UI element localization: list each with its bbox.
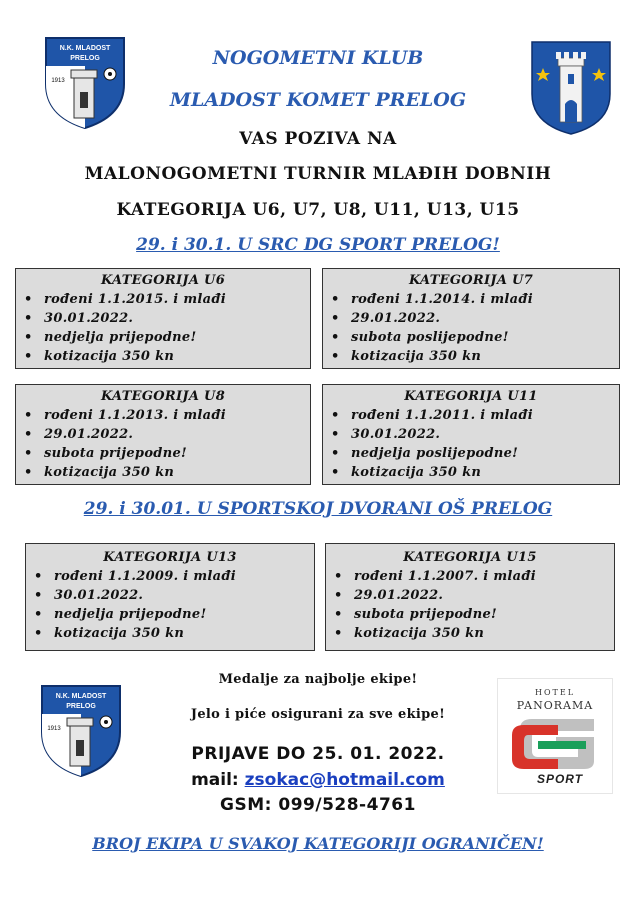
list-item: • rođeni 1.1.2015. i mlađi (44, 290, 310, 309)
list-item: • 29.01.2022. (351, 309, 619, 328)
club-name-line2: MLADOST KOMET PRELOG (169, 89, 467, 111)
logo-year: 1913 (51, 78, 65, 84)
club-name-line1: NOGOMETNI KLUB (212, 47, 424, 69)
mail-label: mail: (191, 770, 239, 790)
list-item: • 29.01.2022. (44, 425, 310, 444)
venue-heading-2: 29. i 30.01. U SPORTSKOJ DVORANI OŠ PRELOG (83, 499, 553, 519)
team-limit-notice: BROJ EKIPA U SVAKOJ KATEGORIJI OGRANIČEN! (92, 834, 544, 853)
list-item: • rođeni 1.1.2014. i mlađi (351, 290, 619, 309)
list-item: • kotizacija 350 kn (44, 463, 310, 482)
list-item: • kotizacija 350 kn (351, 463, 619, 482)
category-box-u13 (25, 543, 315, 651)
tournament-title-line1: MALONOGOMETNI TURNIR MLAĐIH DOBNIH (84, 164, 552, 184)
list-item: • subota poslijepodne! (351, 328, 619, 347)
category-box-u15 (325, 543, 615, 651)
list-item: • kotizacija 350 kn (54, 624, 314, 643)
category-title: KATEGORIJA U6 (100, 273, 226, 288)
sponsor-hotel: HOTEL (534, 688, 576, 697)
list-item: • kotizacija 350 kn (351, 347, 619, 366)
food-note: Jelo i piće osigurani za sve ekipe! (190, 707, 446, 722)
list-item: • subota prijepodne! (44, 444, 310, 463)
category-box-u7 (322, 268, 620, 369)
sponsor-sport: SPORT (536, 772, 584, 786)
list-item: • 29.01.2022. (354, 586, 614, 605)
mail-line (0, 770, 636, 790)
category-title: KATEGORIJA U15 (403, 550, 537, 565)
list-item: • nedjelja poslijepodne! (351, 444, 619, 463)
registration-deadline: PRIJAVE DO 25. 01. 2022. (191, 744, 445, 764)
list-item: • kotizacija 350 kn (354, 624, 614, 643)
category-title: KATEGORIJA U13 (103, 550, 237, 565)
list-item: • nedjelja prijepodne! (44, 328, 310, 347)
list-item: • rođeni 1.1.2011. i mlađi (351, 406, 619, 425)
email-link[interactable]: zsokac@hotmail.com (244, 770, 445, 790)
logo-text-top: N.K. MLADOST (55, 693, 107, 700)
phone-number: GSM: 099/528-4761 (220, 795, 416, 815)
list-item: • 30.01.2022. (351, 425, 619, 444)
list-item: • subota prijepodne! (354, 605, 614, 624)
logo-text-top: N.K. MLADOST (59, 45, 111, 52)
category-box-u6 (15, 268, 311, 369)
list-item: • rođeni 1.1.2009. i mlađi (54, 567, 314, 586)
logo-text-mid: PRELOG (66, 703, 96, 710)
list-item: • rođeni 1.1.2013. i mlađi (44, 406, 310, 425)
list-item: • 30.01.2022. (54, 586, 314, 605)
list-item: • rođeni 1.1.2007. i mlađi (354, 567, 614, 586)
medals-note: Medalje za najbolje ekipe! (218, 672, 418, 687)
category-title: KATEGORIJA U8 (100, 389, 226, 404)
category-title: KATEGORIJA U11 (404, 389, 538, 404)
list-item: • nedjelja prijepodne! (54, 605, 314, 624)
category-title: KATEGORIJA U7 (408, 273, 534, 288)
tournament-title-line2: KATEGORIJA U6, U7, U8, U11, U13, U15 (116, 200, 520, 220)
sponsor-panorama: PANORAMA (516, 699, 594, 712)
list-item: • kotizacija 350 kn (44, 347, 310, 366)
logo-year: 1913 (47, 726, 61, 732)
logo-text-mid: PRELOG (70, 55, 100, 62)
category-box-u8 (15, 384, 311, 485)
list-item: • 30.01.2022. (44, 309, 310, 328)
venue-heading-1: 29. i 30.1. U SRC DG SPORT PRELOG! (136, 235, 500, 255)
category-box-u11 (322, 384, 620, 485)
invite-line: VAS POZIVA NA (239, 129, 397, 149)
